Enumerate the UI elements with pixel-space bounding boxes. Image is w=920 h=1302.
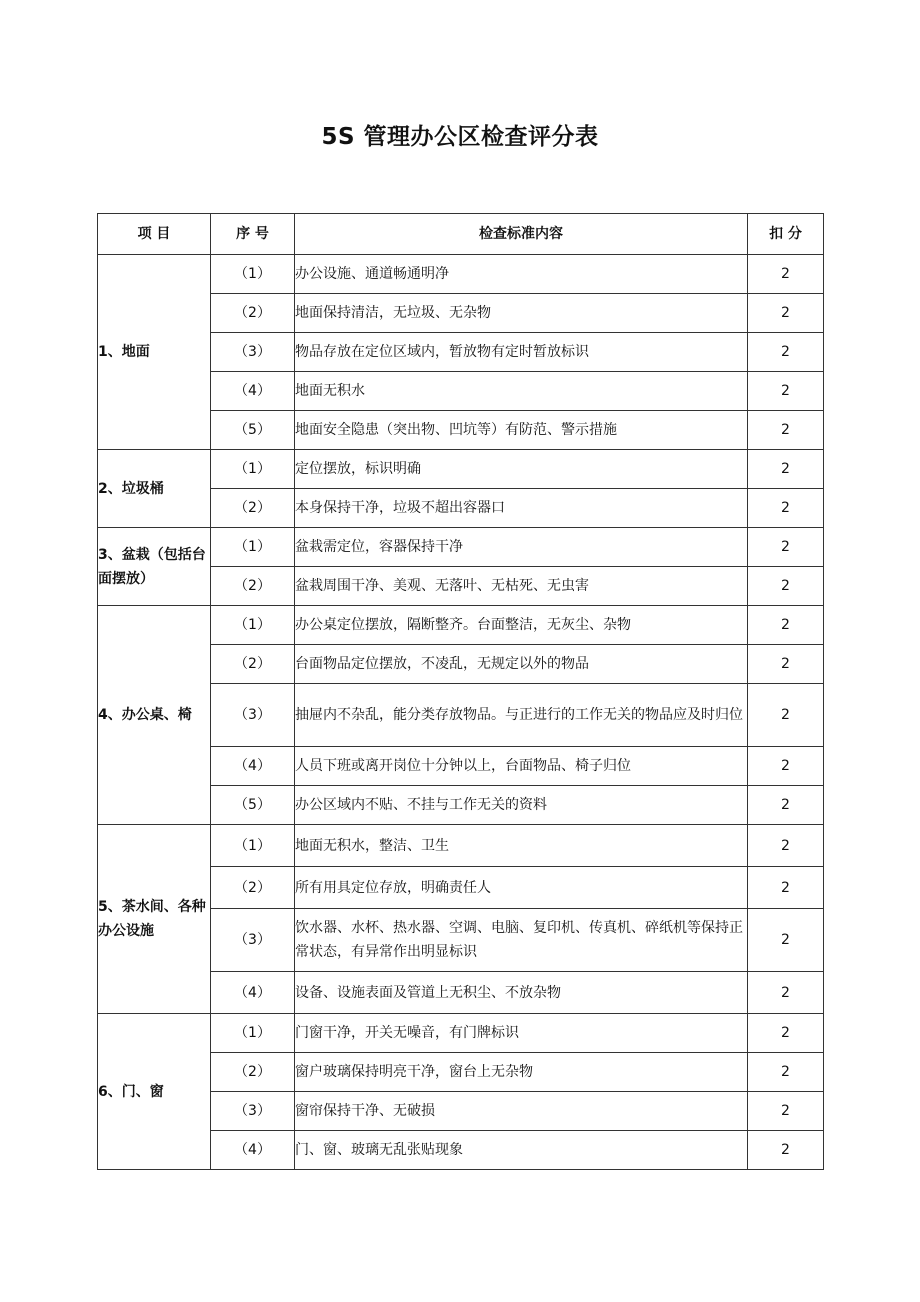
score-cell: 2: [748, 786, 824, 825]
criteria-cell: 台面物品定位摆放，不凌乱，无规定以外的物品: [295, 645, 748, 684]
seq-cell: （2）: [211, 867, 295, 909]
seq-cell: （1）: [211, 528, 295, 567]
header-criteria: 检查标准内容: [295, 214, 748, 255]
score-cell: 2: [748, 450, 824, 489]
score-cell: 2: [748, 606, 824, 645]
seq-cell: （4）: [211, 972, 295, 1014]
criteria-cell: 本身保持干净，垃圾不超出容器口: [295, 489, 748, 528]
seq-cell: （2）: [211, 489, 295, 528]
seq-cell: （5）: [211, 786, 295, 825]
table-row: [98, 450, 824, 489]
criteria-cell: 地面无积水，整洁、卫生: [295, 825, 748, 867]
seq-cell: （1）: [211, 825, 295, 867]
score-cell: 2: [748, 294, 824, 333]
header-category: 项 目: [98, 214, 211, 255]
category-cell: 3、盆栽（包括台面摆放）: [98, 528, 211, 606]
score-cell: 2: [748, 411, 824, 450]
category-cell: 6、门、窗: [98, 1014, 211, 1170]
score-cell: 2: [748, 747, 824, 786]
criteria-cell: 地面无积水: [295, 372, 748, 411]
criteria-cell: 窗帘保持干净、无破损: [295, 1092, 748, 1131]
seq-cell: （5）: [211, 411, 295, 450]
seq-cell: （4）: [211, 372, 295, 411]
criteria-cell: 办公桌定位摆放，隔断整齐。台面整洁，无灰尘、杂物: [295, 606, 748, 645]
criteria-cell: 办公设施、通道畅通明净: [295, 255, 748, 294]
category-cell: 2、垃圾桶: [98, 450, 211, 528]
table-row: [98, 1014, 824, 1053]
criteria-cell: 地面安全隐患（突出物、凹坑等）有防范、警示措施: [295, 411, 748, 450]
score-cell: 2: [748, 528, 824, 567]
score-cell: 2: [748, 645, 824, 684]
criteria-cell: 窗户玻璃保持明亮干净，窗台上无杂物: [295, 1053, 748, 1092]
seq-cell: （2）: [211, 567, 295, 606]
seq-cell: （4）: [211, 1131, 295, 1170]
criteria-cell: 人员下班或离开岗位十分钟以上，台面物品、椅子归位: [295, 747, 748, 786]
seq-cell: （2）: [211, 645, 295, 684]
score-cell: 2: [748, 909, 824, 972]
score-cell: 2: [748, 372, 824, 411]
category-cell: 1、地面: [98, 255, 211, 450]
criteria-cell: 设备、设施表面及管道上无积尘、不放杂物: [295, 972, 748, 1014]
seq-cell: （1）: [211, 450, 295, 489]
inspection-table: [97, 213, 824, 1170]
score-cell: 2: [748, 1131, 824, 1170]
score-cell: 2: [748, 567, 824, 606]
score-cell: 2: [748, 1053, 824, 1092]
table-row: [98, 606, 824, 645]
table-row: [98, 528, 824, 567]
seq-cell: （2）: [211, 1053, 295, 1092]
category-cell: 5、茶水间、各种办公设施: [98, 825, 211, 1014]
seq-cell: （1）: [211, 606, 295, 645]
seq-cell: （4）: [211, 747, 295, 786]
score-cell: 2: [748, 684, 824, 747]
criteria-cell: 抽屉内不杂乱，能分类存放物品。与正进行的工作无关的物品应及时归位: [295, 684, 748, 747]
score-cell: 2: [748, 333, 824, 372]
seq-cell: （3）: [211, 333, 295, 372]
header-seq: 序 号: [211, 214, 295, 255]
seq-cell: （3）: [211, 1092, 295, 1131]
seq-cell: （3）: [211, 909, 295, 972]
score-cell: 2: [748, 489, 824, 528]
score-cell: 2: [748, 1092, 824, 1131]
score-cell: 2: [748, 1014, 824, 1053]
criteria-cell: 盆栽需定位，容器保持干净: [295, 528, 748, 567]
criteria-cell: 定位摆放，标识明确: [295, 450, 748, 489]
header-deduct: 扣 分: [748, 214, 824, 255]
score-cell: 2: [748, 825, 824, 867]
page-title: 5S 管理办公区检查评分表: [321, 124, 599, 150]
criteria-cell: 地面保持清洁，无垃圾、无杂物: [295, 294, 748, 333]
table-row: [98, 255, 824, 294]
header-row: [98, 214, 824, 255]
criteria-cell: 盆栽周围干净、美观、无落叶、无枯死、无虫害: [295, 567, 748, 606]
seq-cell: （1）: [211, 255, 295, 294]
category-cell: 4、办公桌、椅: [98, 606, 211, 825]
criteria-cell: 办公区域内不贴、不挂与工作无关的资料: [295, 786, 748, 825]
score-cell: 2: [748, 867, 824, 909]
criteria-cell: 门窗干净，开关无噪音，有门牌标识: [295, 1014, 748, 1053]
score-cell: 2: [748, 972, 824, 1014]
seq-cell: （3）: [211, 684, 295, 747]
score-cell: 2: [748, 255, 824, 294]
criteria-cell: 物品存放在定位区域内，暂放物有定时暂放标识: [295, 333, 748, 372]
seq-cell: （2）: [211, 294, 295, 333]
seq-cell: （1）: [211, 1014, 295, 1053]
criteria-cell: 所有用具定位存放，明确责任人: [295, 867, 748, 909]
table-row: [98, 825, 824, 867]
criteria-cell: 饮水器、水杯、热水器、空调、电脑、复印机、传真机、碎纸机等保持正常状态，有异常作出明显标识: [295, 909, 748, 972]
criteria-cell: 门、窗、玻璃无乱张贴现象: [295, 1131, 748, 1170]
